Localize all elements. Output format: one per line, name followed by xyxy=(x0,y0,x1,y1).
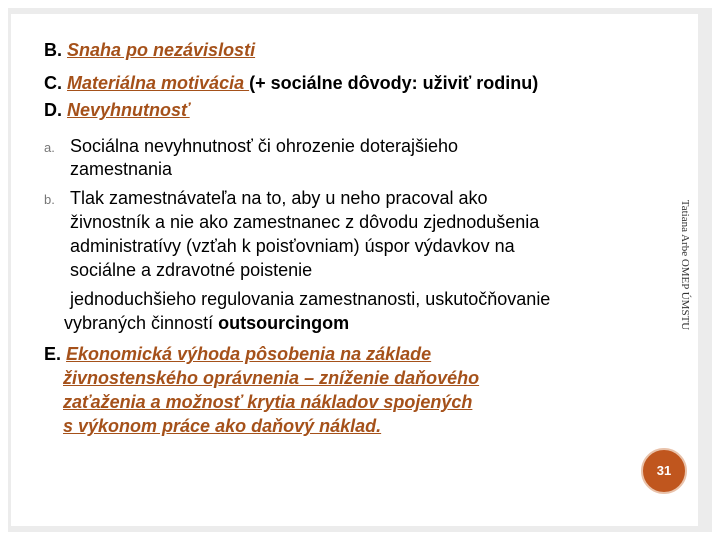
heading-b-title: Snaha po nezávislosti xyxy=(67,40,256,60)
frame-bottom-border xyxy=(8,526,712,532)
extra-line-2 xyxy=(64,311,349,335)
heading-e-prefix: E. xyxy=(44,344,62,364)
outsourcing-term: outsourcingom xyxy=(218,313,350,333)
sidebar-author-text: Tatiana Arbe OMEP ÚMSTU xyxy=(679,199,691,331)
list-marker-b: b. xyxy=(44,192,55,207)
list-item-a-line-1: Sociálna nevyhnutnosť či ohrozenie doterajšieho xyxy=(70,136,459,156)
heading-b-prefix: B. xyxy=(44,40,62,60)
list-item-b-line-4: sociálne a zdravotné poistenie xyxy=(70,260,313,280)
list-item-a-line-2: zamestnania xyxy=(70,159,173,179)
heading-e-line-3: zaťaženia a možnosť krytia nákladov spojených xyxy=(63,392,473,412)
page-number-badge: 31 xyxy=(641,448,687,494)
frame-left-border xyxy=(8,8,11,532)
extra-line-1: jednoduchšieho regulovania zamestnanosti, uskutočňovanie xyxy=(70,289,551,309)
heading-d-title: Nevyhnutnosť xyxy=(67,100,190,120)
heading-e-line-4: s výkonom práce ako daňový náklad. xyxy=(63,416,382,436)
heading-d xyxy=(44,98,190,122)
heading-e xyxy=(44,342,431,366)
frame-top-border xyxy=(8,8,712,14)
frame-right-border xyxy=(698,8,712,532)
extra-line-2-text: vybraných činností xyxy=(64,313,219,333)
list-item-b-line-3: administratívy (vzťah k poisťovniam) úspor výdavkov na xyxy=(70,236,515,256)
heading-c-prefix: C. xyxy=(44,73,62,93)
heading-d-prefix: D. xyxy=(44,100,62,120)
list-marker-a: a. xyxy=(44,140,55,155)
list-item-b-line-2: živnostník a nie ako zamestnanec z dôvodu zjednodušenia xyxy=(70,212,540,232)
list-item-b-line-1: Tlak zamestnávateľa na to, aby u neho pracoval ako xyxy=(70,188,488,208)
heading-c xyxy=(44,71,538,95)
sidebar-author xyxy=(675,190,695,340)
heading-b xyxy=(44,38,255,62)
heading-e-line-1: Ekonomická výhoda pôsobenia na základe xyxy=(66,344,432,364)
heading-e-line-2: živnostenského oprávnenia – zníženie daňového xyxy=(63,368,480,388)
heading-c-rest: (+ sociálne dôvody: uživiť rodinu) xyxy=(249,73,539,93)
heading-c-title: Materiálna motivácia xyxy=(67,73,250,93)
